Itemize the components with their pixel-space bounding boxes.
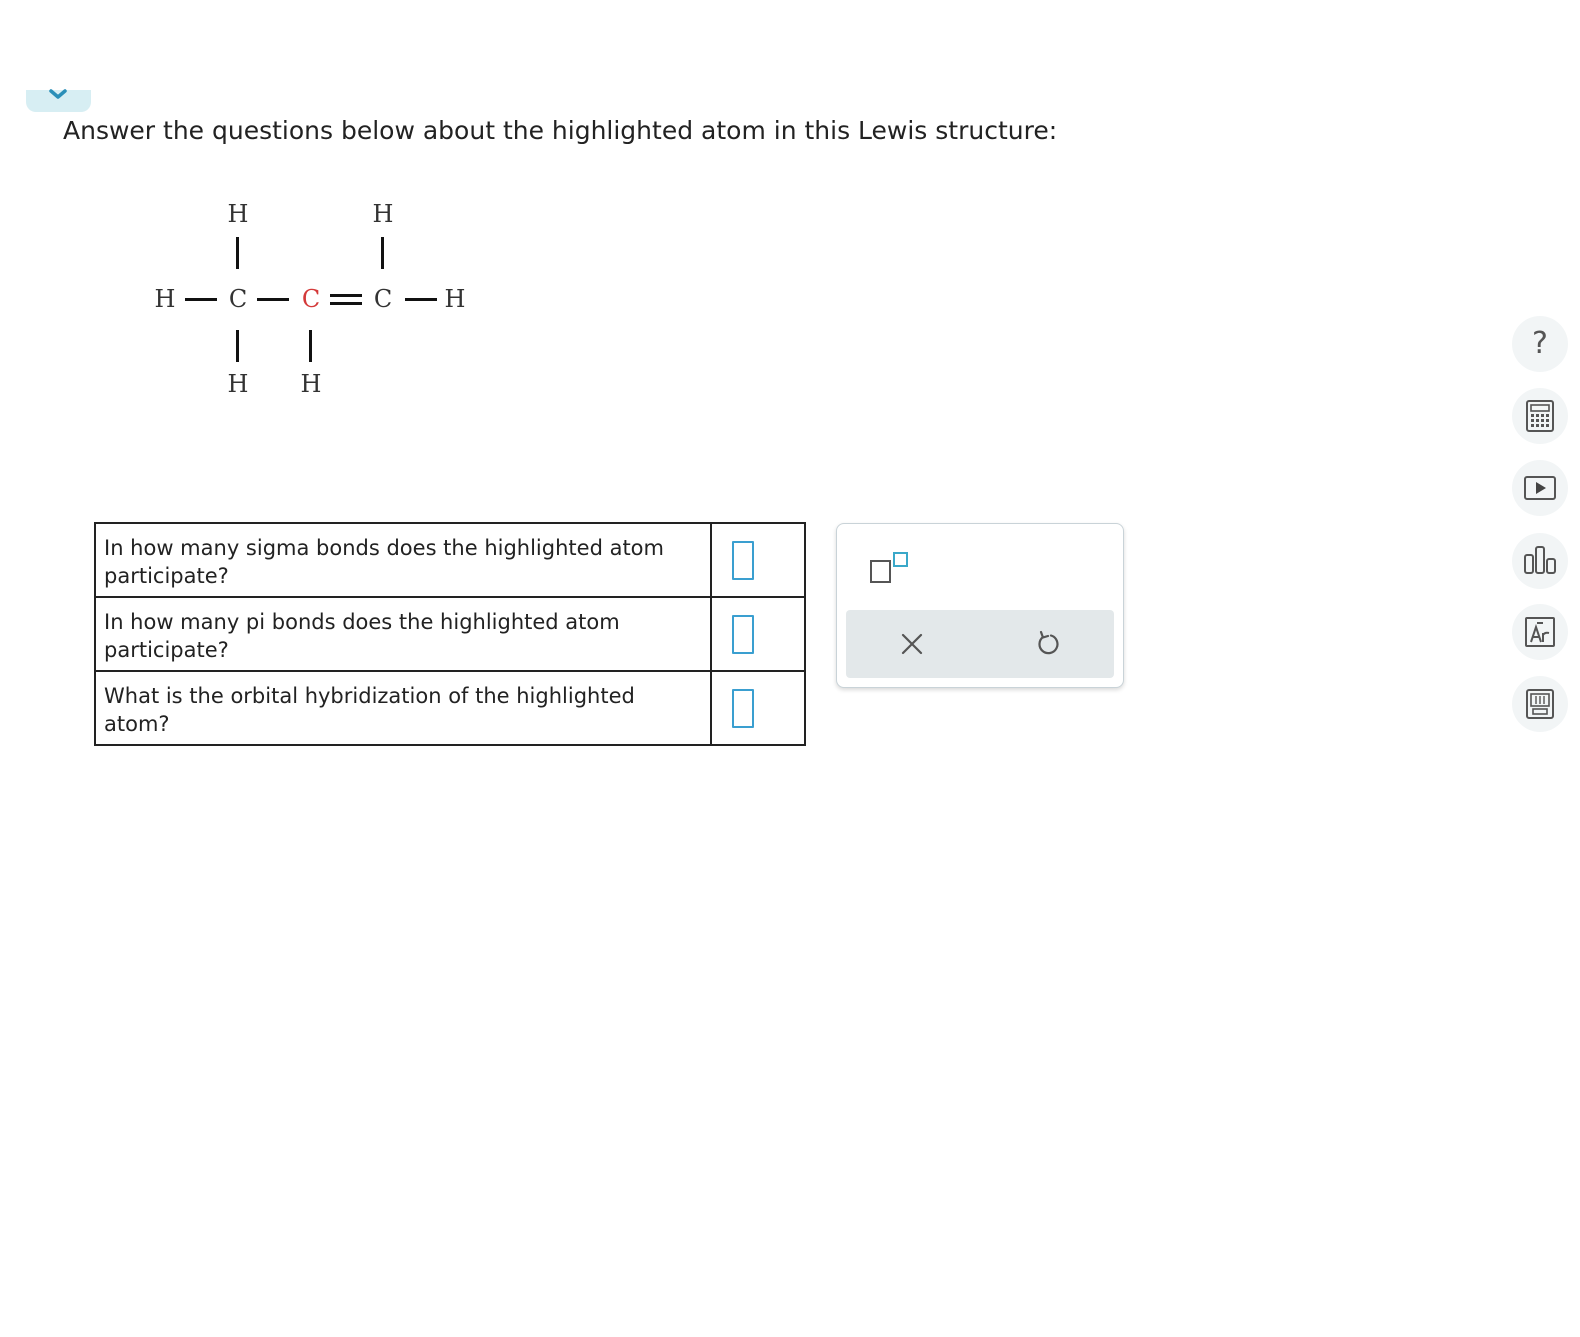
question-sigma-bonds: In how many sigma bonds does the highlighted atom participate? [95,523,711,597]
clear-button[interactable] [898,630,926,658]
question-prompt: Answer the questions below about the highlighted atom in this Lewis structure: [63,116,1058,145]
help-icon: ? [1532,326,1548,361]
superscript-base-icon [870,560,891,583]
clear-icon [898,630,926,658]
bond-h-c1-left [185,298,217,301]
superscript-button[interactable] [867,548,912,584]
periodic-table-button[interactable] [1512,604,1568,660]
data-chart-icon [1522,543,1558,579]
answer-cell [711,523,805,597]
help-button[interactable] [1512,316,1568,372]
bond-c2-c3-first [330,294,362,297]
calculator-button[interactable] [1512,388,1568,444]
chevron-down-icon [48,88,68,100]
question-hybridization: What is the orbital hybridization of the highlighted atom? [95,671,711,745]
question-table [94,522,806,746]
video-button[interactable] [1512,460,1568,516]
bond-c3-h-right [405,298,437,301]
periodic-table-icon [1522,614,1558,650]
data-button[interactable] [1512,533,1568,589]
atom-c3: C [373,285,393,313]
atom-h-bottom-right: H [300,370,322,398]
table-row [95,671,805,745]
answer-cell [711,671,805,745]
undo-icon [1034,630,1062,658]
video-icon [1522,470,1558,506]
reference-icon [1522,686,1558,722]
atom-h-right: H [444,285,466,313]
bond-c1-c2 [257,298,289,301]
answer-cell [711,597,805,671]
calculator-icon [1522,398,1558,434]
superscript-exponent-icon [893,552,908,567]
atom-c1: C [228,285,248,313]
atom-h-left: H [154,285,176,313]
undo-button[interactable] [1034,630,1062,658]
answer-input-pi[interactable] [732,615,754,654]
bond-c1-h-bottom [236,330,239,362]
table-row [95,597,805,671]
table-row [95,523,805,597]
reference-button[interactable] [1512,676,1568,732]
answer-input-sigma[interactable] [732,541,754,580]
bond-c2-c3-second [330,302,362,305]
bond-h-c3-top [381,237,384,269]
atom-h-bottom-left: H [227,370,249,398]
answer-tool-panel [836,523,1124,688]
answer-input-hybridization[interactable] [732,689,754,728]
question-pi-bonds: In how many pi bonds does the highlighted atom participate? [95,597,711,671]
atom-h-top-right: H [372,200,394,228]
bond-c2-h-bottom [309,330,312,362]
atom-h-top-left: H [227,200,249,228]
atom-c2-highlighted: C [301,285,321,313]
bond-h-c1-top [236,237,239,269]
collapse-tab[interactable] [26,90,91,112]
action-bar [846,610,1114,678]
lewis-structure [150,192,480,407]
